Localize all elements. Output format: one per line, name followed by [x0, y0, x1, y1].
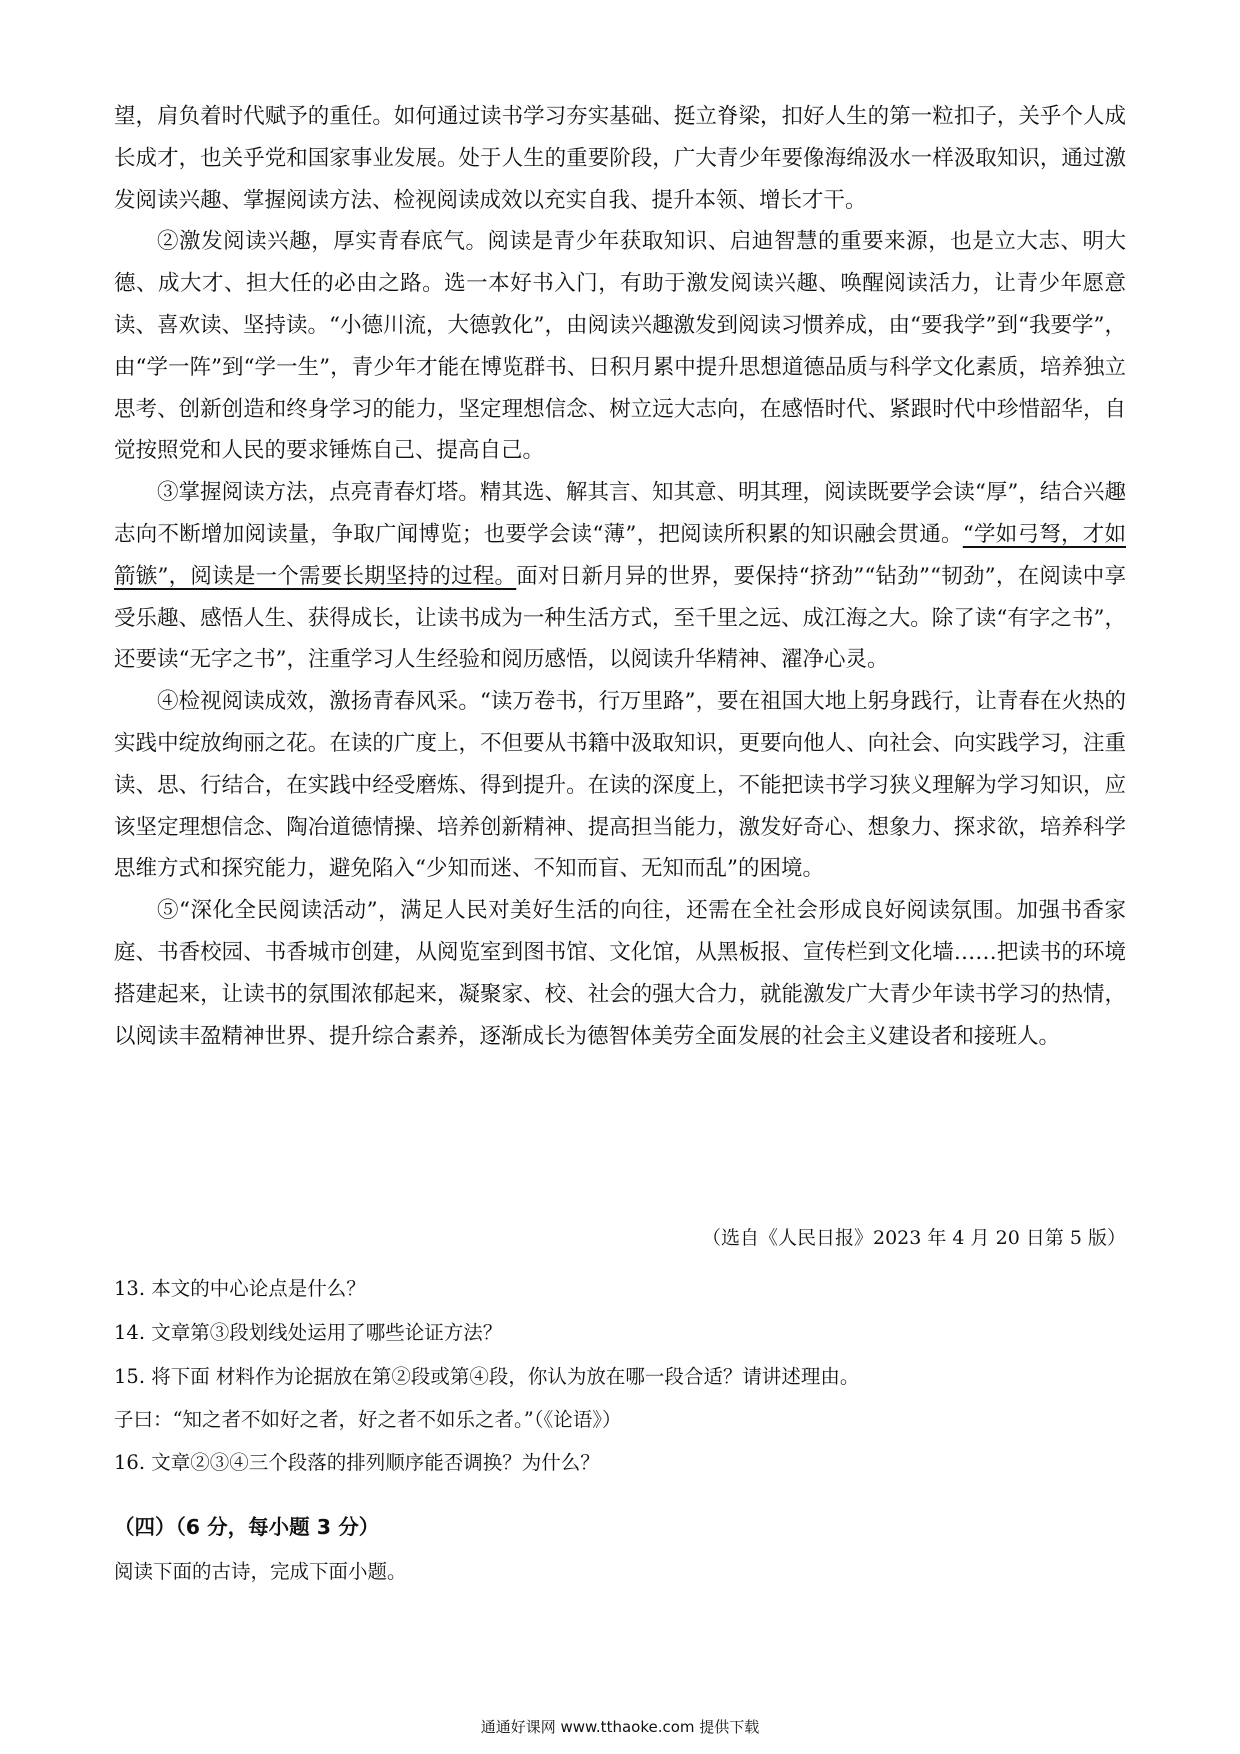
page-footer: 通通好课网 www.tthaoke.com 提供下载 [480, 1718, 760, 1736]
reading-article [114, 96, 1126, 1057]
question-16: 16. 文章②③④三个段落的排列顺序能否调换？为什么？ [114, 1451, 600, 1474]
question-14: 14. 文章第③段划线处运用了哪些论证方法？ [114, 1321, 503, 1344]
section-instruction: 阅读下面的古诗，完成下面小题。 [114, 1560, 407, 1583]
article-paragraph-5: ⑤“深化全民阅读活动”，满足人民对美好生活的向往，还需在全社会形成良好阅读氛围。加强书香家庭、书香校园、书香城市创建，从阅览室到图书馆、文化馆，从黑板报、宣传栏到文化墙……把读书的环境搭建起来，让读书的氛围浓郁起来，凝聚家、校、社会的强大合力，就能激发广大青少年读书学习的热情，以阅读丰盈精神世界、提升综合素养，逐渐成长为德智体美劳全面发展的社会主义建设者和接班人。 [114, 898, 1126, 1049]
article-paragraph-3 [114, 472, 1126, 681]
article-paragraph-1: 望，肩负着时代赋予的重任。如何通过读书学习夯实基础、挺立脊梁，扣好人生的第一粒扣子，关乎个人成长成才，也关乎党和国家事业发展。处于人生的重要阶段，广大青少年要像海绵汲水一样汲取知识，通过激发阅读兴趣、掌握阅读方法、检视阅读成效以充实自我、提升本领、增长才干。 [114, 104, 1126, 213]
paragraph-3-text-before: ③掌握阅读方法，点亮青春灯塔。精其选、解其言、知其意、明其理，阅读既要学会读“厚”，结合兴趣志向不断增加阅读量，争取广闻博览；也要学会读“薄”，把阅读所积累的知识融会贯通。 [114, 480, 1126, 547]
section-heading: （四）（6 分，每小题 3 分） [114, 1515, 380, 1539]
article-paragraph-4: ④检视阅读成效，激扬青春风采。“读万卷书，行万里路”，要在祖国大地上躬身践行，让青春在火热的实践中绽放绚丽之花。在读的广度上，不但要从书籍中汲取知识，更要向他人、向社会、向实践学习，注重读、思、行结合，在实践中经受磨炼、得到提升。在读的深度上，不能把读书学习狭义理解为学习知识，应该坚定理想信念、陶冶道德情操、培养创新精神、提高担当能力，激发好奇心、想象力、探求欲，培养科学思维方式和探究能力，避免陷入“少知而迷、不知而盲、无知而乱”的困境。 [114, 689, 1126, 882]
paragraph-3-text-after: 面对日新月异的世界，要保持“挤劲”“钻劲”“韧劲”，在阅读中享受乐趣、感悟人生、获得成长，让读书成为一种生活方式，至千里之远、成江海之大。除了读“有字之书”，还要读“无字之书”，注重学习人生经验和阅历感悟，以阅读升华精神、濯净心灵。 [114, 563, 1127, 673]
question-13: 13. 本文的中心论点是什么？ [114, 1277, 366, 1300]
question-15: 15. 将下面 材料作为论据放在第②段或第④段，你认为放在哪一段合适？请讲述理由。 [114, 1365, 860, 1388]
underlined-sentence: “学如弓弩，才如箭镞”，阅读是一个需要长期坚持的过程。 [114, 521, 1126, 589]
article-source: （选自《人民日报》2023 年 4 月 20 日第 5 版） [702, 1227, 1126, 1249]
question-15-material: 子曰：“知之者不如好之者，好之者不如乐之者。”（《论语》） [114, 1408, 622, 1431]
article-paragraph-2: ②激发阅读兴趣，厚实青春底气。阅读是青少年获取知识、启迪智慧的重要来源，也是立大志、明大德、成大才、担大任的必由之路。选一本好书入门，有助于激发阅读兴趣、唤醒阅读活力，让青少年愿意读、喜欢读、坚持读。“小德川流，大德敦化”，由阅读兴趣激发到阅读习惯养成，由“要我学”到“我要学”，由“学一阵”到“学一生”，青少年才能在博览群书、日积月累中提升思想道德品质与科学文化素质，培养独立思考、创新创造和终身学习的能力，坚定理想信念、树立远大志向，在感悟时代、紧跟时代中珍惜韶华，自觉按照党和人民的要求锤炼自己、提高自己。 [114, 229, 1126, 464]
